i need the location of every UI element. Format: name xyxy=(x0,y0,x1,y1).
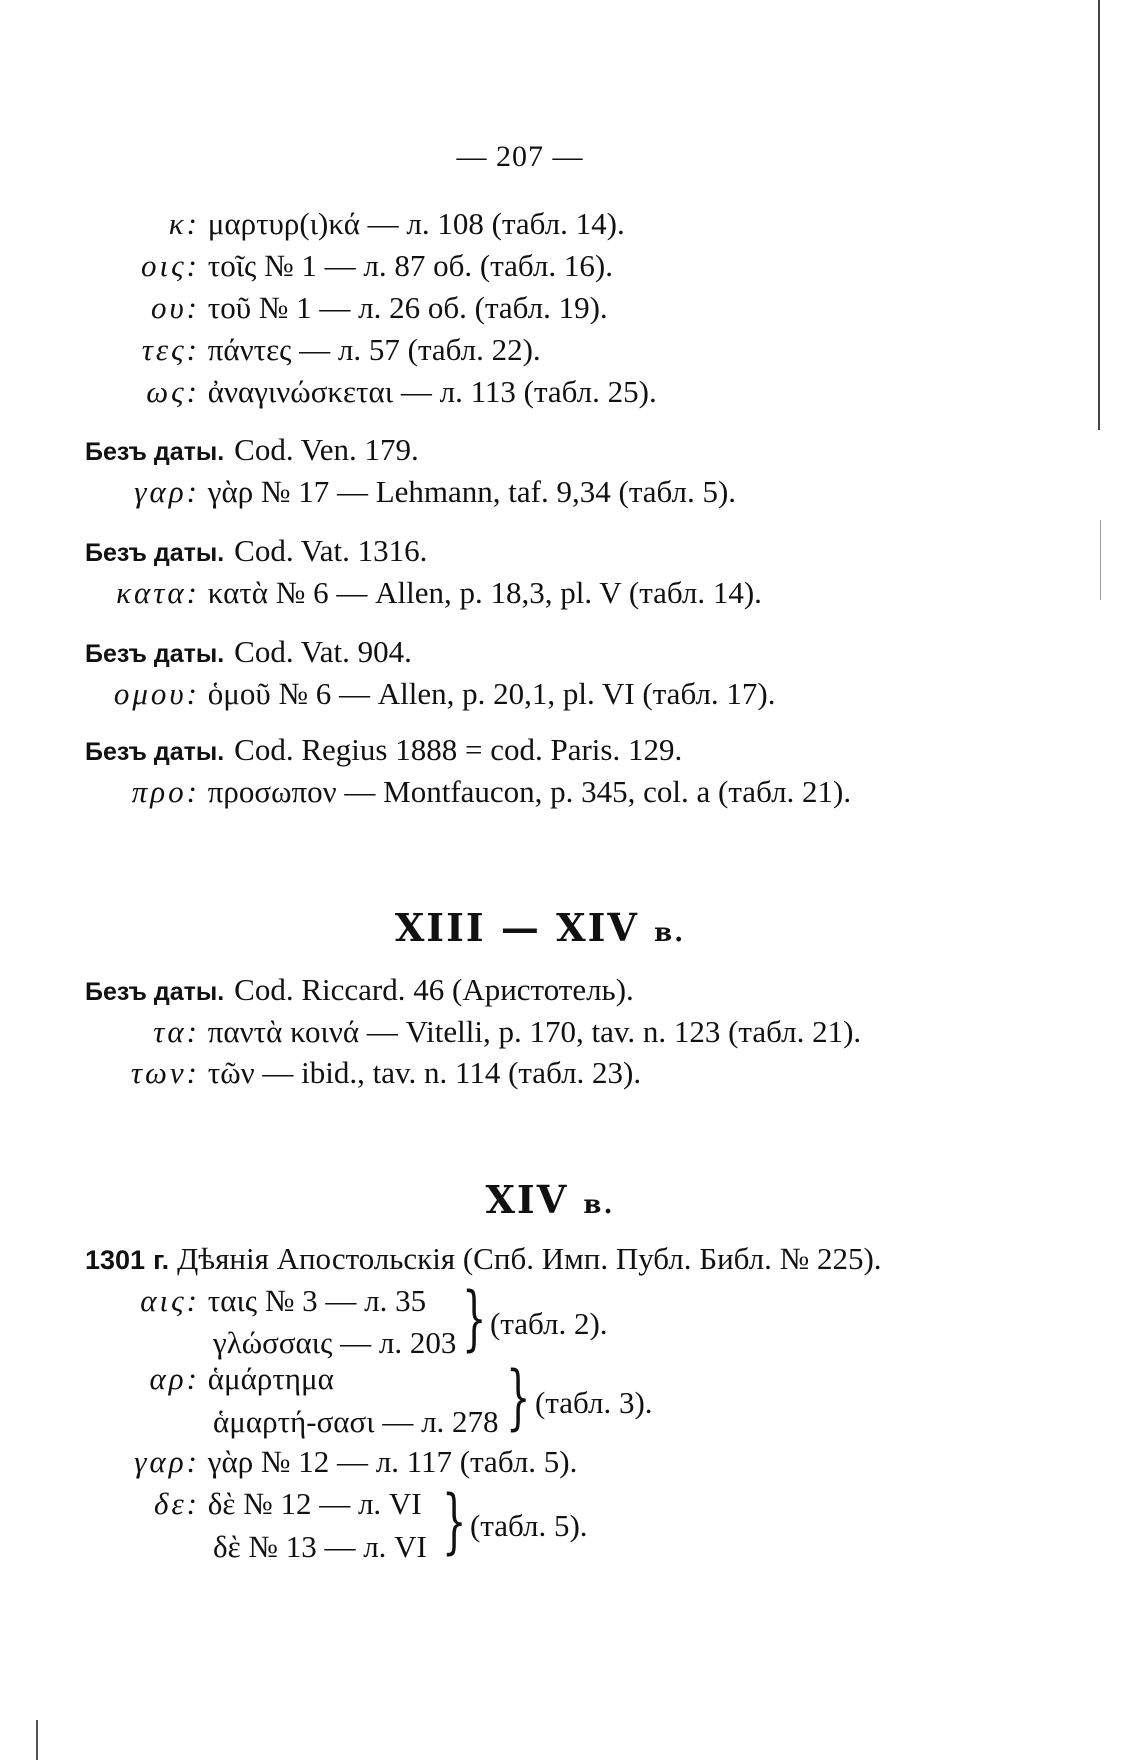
entry-text: δὲ № 12 — л. VI xyxy=(207,1486,422,1521)
ligature-key: ομου: xyxy=(113,676,200,711)
manuscript-header xyxy=(85,636,412,667)
entry-text: ἁμαρτή-σασι — л. 278 xyxy=(213,1404,499,1439)
ligature-key: τες: xyxy=(141,332,200,367)
heading-suffix: в. xyxy=(654,918,686,948)
entry-text: γὰρ № 12 — л. 117 (табл. 5). xyxy=(207,1444,578,1479)
ligature-key: προ: xyxy=(131,774,200,809)
entry-text: ὁμοῦ № 6 — Allen, p. 20,1, pl. VI (табл. 17). xyxy=(207,676,776,711)
page-edge-line xyxy=(1098,0,1100,430)
list-item xyxy=(40,1057,641,1088)
manuscript-source: Cod. Ven. 179. xyxy=(234,432,419,467)
heading-main: XIII — XIV xyxy=(394,905,639,950)
entry-text: πάντες — л. 57 (табл. 22). xyxy=(207,332,541,367)
entry-text: δὲ № 13 — л. VI xyxy=(213,1529,427,1564)
manuscript-source: Cod. Vat. 1316. xyxy=(234,533,428,568)
brace-symbol: } xyxy=(442,1480,467,1562)
sigla: Безъ даты. xyxy=(85,438,225,466)
entry-text: γλώσσαις — л. 203 xyxy=(213,1325,457,1360)
year: 1301 xyxy=(85,1245,146,1275)
list-item xyxy=(40,776,851,807)
list-item xyxy=(40,250,613,281)
entry-text: ἁμάρτημα xyxy=(207,1361,334,1396)
section-heading xyxy=(0,1177,1120,1222)
ligature-key: δε: xyxy=(154,1486,200,1521)
manuscript-source: Cod. Regius 1888 = cod. Paris. 129. xyxy=(234,732,683,767)
manuscript-header xyxy=(85,535,427,566)
page-edge-line xyxy=(1100,520,1101,600)
ligature-key: των: xyxy=(130,1055,200,1090)
entry-text: παντὰ κοινά — Vitelli, p. 170, tav. n. 123 (табл. 21). xyxy=(207,1014,862,1049)
list-item xyxy=(40,1285,426,1316)
list-item xyxy=(40,678,775,709)
section-heading xyxy=(0,905,1110,950)
ligature-key: οις: xyxy=(140,248,200,283)
table-reference: (табл. 2). xyxy=(490,1306,608,1341)
manuscript-header xyxy=(85,434,419,465)
list-item xyxy=(213,1531,427,1562)
list-item xyxy=(213,1327,456,1358)
list-item xyxy=(40,1446,577,1477)
margin-mark xyxy=(36,1720,38,1760)
entry-text: κατὰ № 6 — Allen, p. 18,3, pl. V (табл. 14). xyxy=(207,575,762,610)
sigla: Безъ даты. xyxy=(85,640,225,668)
heading-suffix: в. xyxy=(583,1190,615,1220)
ligature-key: αρ: xyxy=(149,1361,200,1396)
list-item xyxy=(40,292,608,323)
entry-text: τοῦ № 1 — л. 26 об. (табл. 19). xyxy=(207,290,608,325)
heading-main: XIV xyxy=(485,1177,569,1222)
list-item xyxy=(40,208,625,239)
list-item xyxy=(40,1488,422,1519)
ligature-key: κ: xyxy=(168,206,200,241)
table-reference: (табл. 5). xyxy=(470,1508,588,1543)
sigla: Безъ даты. xyxy=(85,978,225,1006)
list-item xyxy=(40,476,736,507)
ligature-key: τα: xyxy=(153,1014,200,1049)
table-reference: (табл. 3). xyxy=(535,1385,653,1420)
list-item xyxy=(40,334,541,365)
entry-text: τοῖς № 1 — л. 87 об. (табл. 16). xyxy=(207,248,613,283)
year-suffix: г. xyxy=(153,1245,170,1275)
ligature-key: ου: xyxy=(150,290,200,325)
entry-text: προσωπον — Montfaucon, p. 345, col. a (табл. 21). xyxy=(207,774,852,809)
manuscript-source: Cod. Riccard. 46 (Аристотель). xyxy=(234,972,634,1007)
page-number: — 207 — xyxy=(456,140,584,173)
entry-text: γὰρ № 17 — Lehmann, taf. 9,34 (табл. 5). xyxy=(207,474,737,509)
list-item xyxy=(40,1016,861,1047)
ligature-key: ως: xyxy=(146,374,200,409)
brace-symbol: } xyxy=(462,1277,487,1359)
manuscript-header xyxy=(85,734,682,765)
entry-text: ἀναγινώσκεται — л. 113 (табл. 25). xyxy=(207,374,657,409)
list-item xyxy=(213,1406,499,1437)
entry-text: τῶν — ibid., tav. n. 114 (табл. 23). xyxy=(207,1055,642,1090)
brace-symbol: } xyxy=(506,1356,531,1438)
entry-text: ταις № 3 — л. 35 xyxy=(207,1283,427,1318)
ligature-key: γαρ: xyxy=(134,1444,200,1479)
entry-text: μαρτυρ(ι)κά — л. 108 (табл. 14). xyxy=(207,206,625,241)
manuscript-source: Cod. Vat. 904. xyxy=(234,634,412,669)
ligature-key: κατα: xyxy=(116,575,200,610)
manuscript-header xyxy=(85,1243,882,1274)
list-item xyxy=(40,577,762,608)
list-item xyxy=(40,1363,334,1394)
ligature-key: αις: xyxy=(140,1283,200,1318)
sigla: Безъ даты. xyxy=(85,738,225,766)
manuscript-header xyxy=(85,974,634,1005)
ligature-key: γαρ: xyxy=(134,474,200,509)
sigla: Безъ даты. xyxy=(85,539,225,567)
manuscript-source: Дѣянія Апостольскія (Спб. Имп. Публ. Библ. № 225). xyxy=(177,1241,882,1276)
list-item xyxy=(40,376,657,407)
